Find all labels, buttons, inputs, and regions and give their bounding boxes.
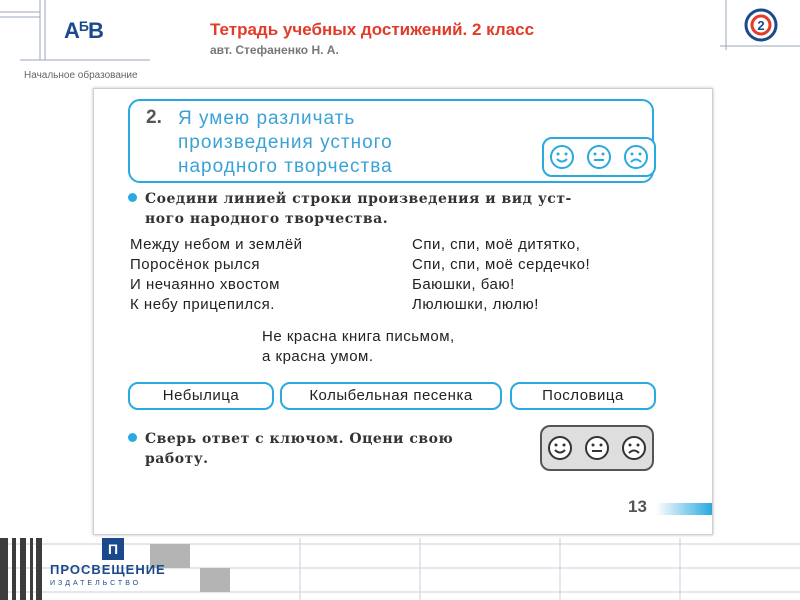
svg-text:2: 2 <box>757 18 765 33</box>
task-number: 2. <box>146 107 162 128</box>
happy-face-icon[interactable] <box>549 144 575 170</box>
instruction-match: Соедини линией строки произведения и вид уст- ного народного творчества. <box>128 189 648 229</box>
author-label: авт. Стефаненко Н. А. <box>210 43 339 57</box>
task-title: Я умею различать произведения устного народного творчества <box>178 108 393 177</box>
genre-nebylitsa[interactable]: Небылица <box>128 382 274 410</box>
abv-logo: $А^БВ$ <box>64 18 103 43</box>
sad-face-icon[interactable] <box>623 144 649 170</box>
bullet-icon <box>128 193 137 202</box>
self-assessment-box[interactable] <box>542 137 656 177</box>
bullet-icon <box>128 433 137 442</box>
neutral-face-icon[interactable] <box>586 144 612 170</box>
page-title: Тетрадь учебных достижений. 2 класс <box>210 20 535 39</box>
proverb-text: Не красна книга письмом, а красна умом. <box>262 328 455 365</box>
poem-nonsense: Между небом и землёй Поросёнок рылся И нечаянно хвостом К небу прицепился. <box>130 236 303 313</box>
publisher-emblem-icon <box>744 8 778 42</box>
publisher-name: ПРОСВЕЩЕНИЕ <box>50 562 166 577</box>
self-assessment-box-2[interactable] <box>540 425 654 471</box>
genre-lullaby[interactable]: Колыбельная песенка <box>280 382 502 410</box>
poem-lullaby: Спи, спи, моё дитятко, Спи, спи, моё сердечко! Баюшки, баю! Люлюшки, люлю! <box>412 236 591 313</box>
page-number-bar <box>656 503 712 515</box>
happy-face-icon[interactable] <box>547 435 573 461</box>
edu-label: Начальное образование <box>24 70 138 81</box>
page-number: 13 <box>628 497 647 516</box>
publisher-logo-icon: П <box>102 538 124 560</box>
publisher-subtitle: ИЗДАТЕЛЬСТВО <box>50 580 142 587</box>
instruction-check: Сверь ответ с ключом. Оцени свою работу. <box>128 429 528 469</box>
sad-face-icon[interactable] <box>621 435 647 461</box>
genre-proverb[interactable]: Пословица <box>510 382 656 410</box>
workbook-page <box>93 88 713 535</box>
neutral-face-icon[interactable] <box>584 435 610 461</box>
